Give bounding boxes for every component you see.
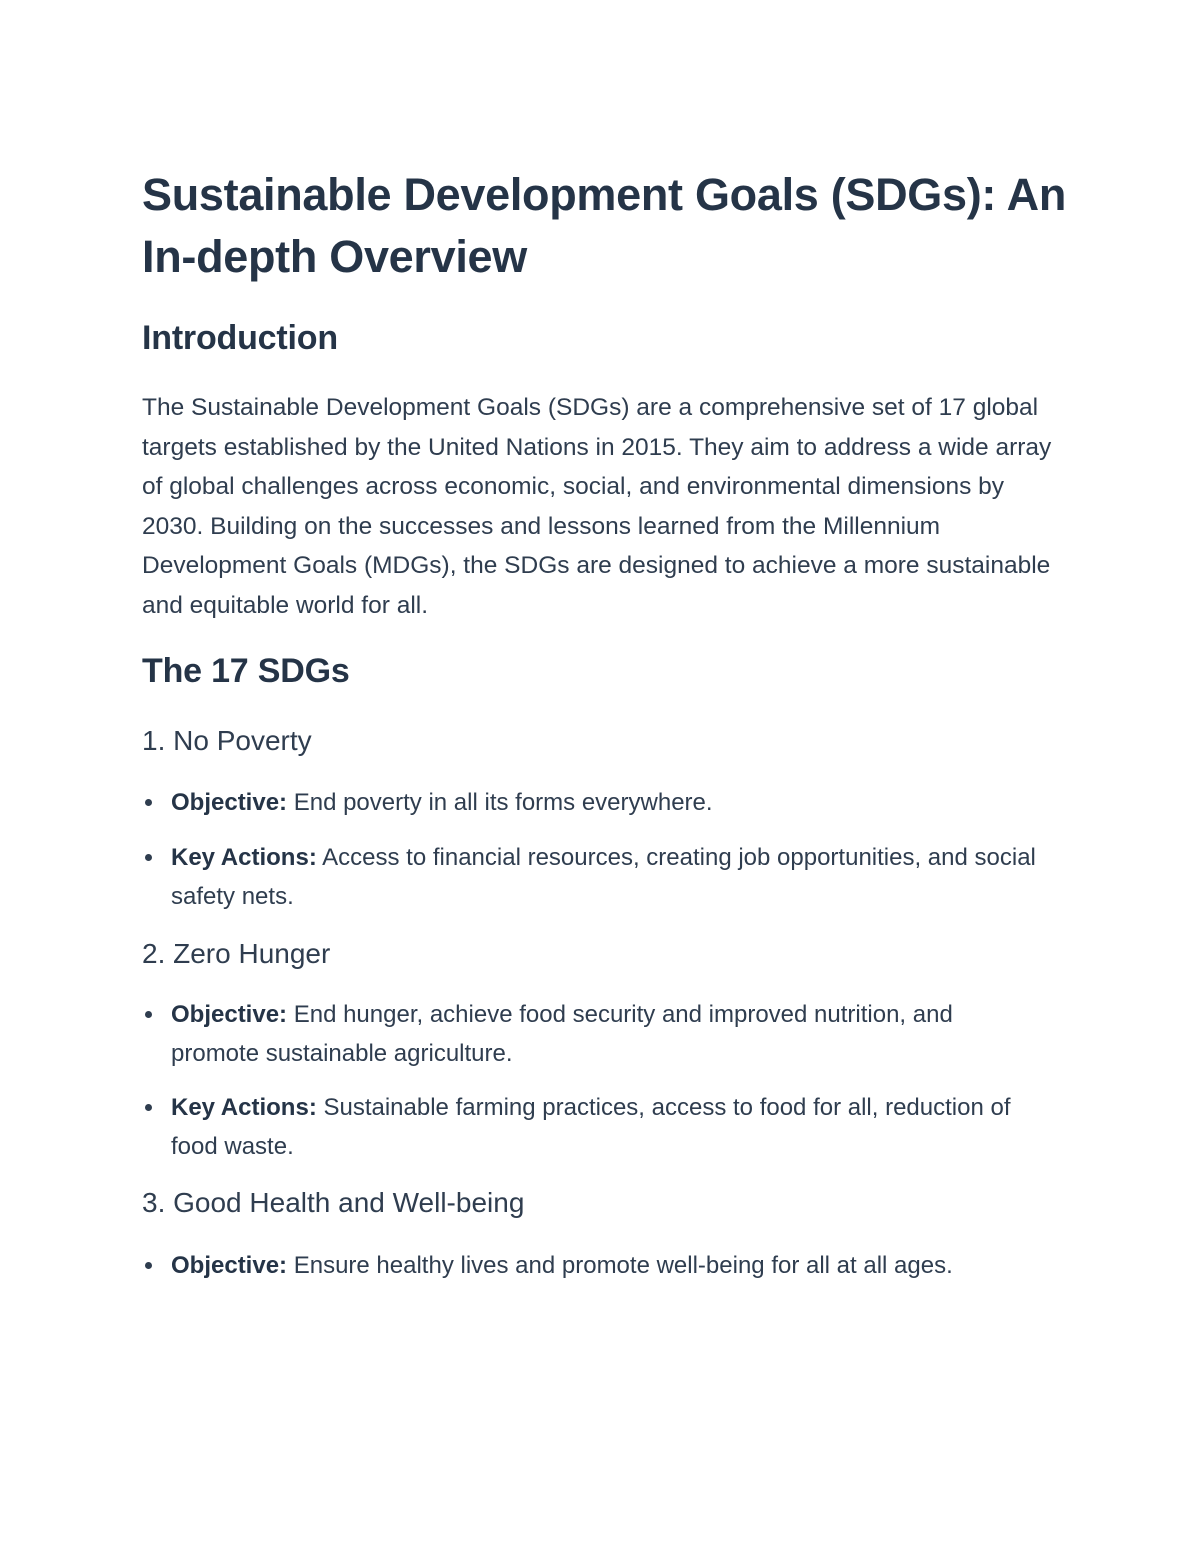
goal-2-key-actions [142,1088,1042,1166]
key-actions-label: Key Actions: [171,1094,317,1121]
introduction-paragraph: The Sustainable Development Goals (SDGs) are a comprehensive set of 17 global targets established by the United Nations in 2015. They aim to address a wide array of global challenges across economic, social, and environmental dimensions by 2030. Building on the successes and lessons learned from the Millennium Development Goals (MDGs), the SDGs are designed to achieve a more sustainable and equitable world for all. [142,394,1052,619]
sdgs-section-heading: The 17 SDGs [142,652,350,690]
objective-label: Objective: [171,1252,288,1279]
bullet-icon [145,799,152,806]
objective-text: End hunger, achieve food security and improved nutrition, and promote sustainable agriculture. [171,1001,953,1067]
bullet-icon [145,1262,152,1269]
goal-1-heading: 1. No Poverty [142,725,312,756]
bullet-icon [145,1011,152,1018]
goal-2-heading: 2. Zero Hunger [142,938,331,969]
key-actions-text: Sustainable farming practices, access to food for all, reduction of food waste. [171,1094,1011,1160]
bullet-icon [145,1104,152,1111]
key-actions-text: Access to financial resources, creating job opportunities, and social safety nets. [171,844,1036,910]
document-title: Sustainable Development Goals (SDGs): An In-depth Overview [142,169,1067,282]
goal-1-objective [142,783,1042,822]
objective-text: Ensure healthy lives and promote well-being for all at all ages. [287,1252,953,1279]
goal-3-objective [142,1246,1042,1285]
goal-3-heading: 3. Good Health and Well-being [142,1187,525,1218]
objective-text: End poverty in all its forms everywhere. [287,789,713,816]
objective-label: Objective: [171,789,288,816]
bullet-icon [145,854,152,861]
goal-2-objective [142,995,1042,1073]
introduction-heading: Introduction [142,319,338,357]
objective-label: Objective: [171,1001,288,1028]
goal-1-key-actions [142,838,1042,916]
key-actions-label: Key Actions: [171,844,317,871]
